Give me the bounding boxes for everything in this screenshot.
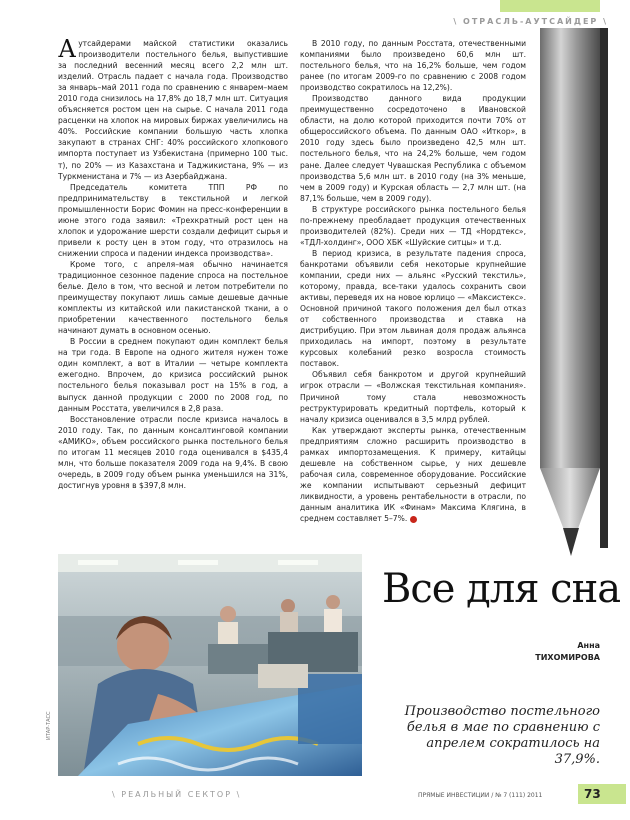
paragraph-2: Председатель комитета ТПП РФ по предпринимательству в текстильной и легкой промышленности Борис Фомин на пресс-конференции в июне этого года заявил: «Трехкратный рост цен на хлопок и удорожание шерсти создали дефицит сырья и привели к росту цен в этом году, что отразилось на снижении спроса и падении индекса производства».: [58, 182, 288, 258]
footer-section-label: \ РЕАЛЬНЫЙ СЕКТОР \: [112, 790, 242, 799]
author-first-name: Анна: [577, 641, 600, 650]
paragraph-6: В 2010 году, по данным Росстата, отечественными компаниями было произведено 60,6 млн шт. постельного белья, что на 16,2% больше, чем годом ранее (по итогам 2009-го по сравнению с 2008 годом производство сократилось на 12,2%).: [300, 39, 526, 93]
paragraph-11: Как утверждают эксперты рынка, отечественным предприятиям сложно расширить производство в рамках импортозамещения. К примеру, китайцы дешевле на собственном сырье, у них дешевле рабочая сила, современное оборудование. Российские же компании испытывают серьезный дефицит ликвидности, а уровень рентабельности в отрасли, по данным аналитика ИК «Финам» Максима Клягина, в среднем составляет 5–7%.: [300, 425, 526, 524]
article-column-right: [300, 38, 526, 524]
article-author: [535, 640, 600, 664]
dropcap: А: [58, 35, 77, 63]
paragraph-9: В период кризиса, в результате падения спроса, банкротами объявили себя некоторые крупнейшие компании, среди них — альянс «Русский текстиль», которому, правда, все-таки удалось сохранить свои активы, переведя их на новое юрлицо — «Максистекс». Основной причиной такого положения дел был отказ от собственного производства и ставка на дистрибуцию. При этом львиная доля продаж альянса приходилась на импорт, поэтому в результате курсовых колебаний резко возросла стоимость поставок.: [300, 248, 526, 369]
paragraph-5: Восстановление отрасли после кризиса началось в 2010 году. Так, по данным консалтинговой компании «АМИКО», объем российского рынка постельного белья по итогам 11 месяцев 2010 года оценивался в $435,4 млн, что больше показателя 2009 года на 9,4%. В свою очередь, в 2009 году объем рынка уменьшился на 31%, достигнув уровня в $397,8 млн.: [58, 414, 288, 490]
article-headline: Все для сна: [382, 566, 621, 612]
paragraph-10: Объявил себя банкротом и другой крупнейший игрок отрасли — «Волжская текстильная компания». Причиной тому стала невозможность реструктурировать кредитный портфель, который к началу кризиса оценивался в 3,5 млрд рублей.: [300, 370, 526, 424]
top-accent-band: [500, 0, 600, 12]
author-last-name: ТИХОМИРОВА: [535, 653, 600, 662]
end-of-article-icon: [410, 516, 417, 523]
section-label: \ ОТРАСЛЬ-АУТСАЙДЕР \: [453, 17, 608, 26]
paragraph-8: В структуре российского рынка постельного белья по-прежнему преобладает продукция отечественных производителей (82%). Среди них — ТД «Нордтекс», «ТДЛ-холдинг», ООО ХБК «Шуйские ситцы» и т.д.: [300, 204, 526, 247]
pencil-illustration-icon: [540, 28, 602, 568]
article-photo: [58, 554, 362, 776]
paragraph-7: Производство данного вида продукции преимущественно сосредоточено в Ивановской области, на долю которой приходится почти 70% от общероссийского объема. По данным ОАО «Иткор», в 2010 году здесь было произведено 42,5 млн шт. постельного белья, что на 24,2% больше, чем годом ране. Далее следует Чувашская Республика с объемом производства 5,6 млн шт. в 2010 году (на 3% меньше, чем в 2009 году) и Курская область — 2,7 млн шт. (на 87,1% больше, чем в 2009 году).: [300, 94, 526, 203]
paragraph-3: Кроме того, с апреля–мая обычно начинается традиционное сезонное падение спроса на постельное белье. Дело в том, что весной и летом потребители по преимуществу покупают лишь самые дешевые дачные комплекты из китайской или пакистанской ткани, а о приобретении качественного постельного белья начинают думать в основном осенью.: [58, 259, 288, 336]
photo-credit: ИТАР-ТАСС: [46, 711, 52, 740]
article-column-left: [58, 35, 288, 491]
paragraph-1: Аутсайдерами майской статистики оказались производители постельного белья, выпустившие за последний весенний месяц всего 2,2 млн шт. изделий. Отрасль падает с начала года. Производство за январь–май 2011 года по сравнению с январем–маем 2010 года снизилось на 17,8% до 18,7 млн шт. Ситуация объясняется ростом цен на сырье. С начала 2011 года расценки на хлопок на мировых биржах увеличились на 40%. Российские компании большую часть хлопка закупают в странах СНГ: 40% российского хлопкового импорта поступает из Узбекистана (примерно 100 тыс. т), по 20% — из Казахстана и Таджикистана, 9% — из Туркменистана и 7% — из Азербайджана.: [58, 35, 288, 181]
article-lede: Производство постельного белья в мае по сравнению с апрелем сократилось на 37,9%.: [404, 704, 600, 767]
paragraph-4: В России в среднем покупают один комплект белья на три года. В Европе на одного жителя нужен тоже один комплект, а вот в Италии — четыре комплекта ежегодно. Впрочем, до кризиса российский рынок постельного белья показывал рост на 15% в год, а выпуск данной продукции с 2000 по 2008 год, по данным Росстата, увеличился в 2,8 раза.: [58, 337, 288, 413]
footer-magazine-info: ПРЯМЫЕ ИНВЕСТИЦИИ / № 7 (111) 2011: [418, 792, 543, 799]
page-number: 73: [578, 784, 626, 804]
